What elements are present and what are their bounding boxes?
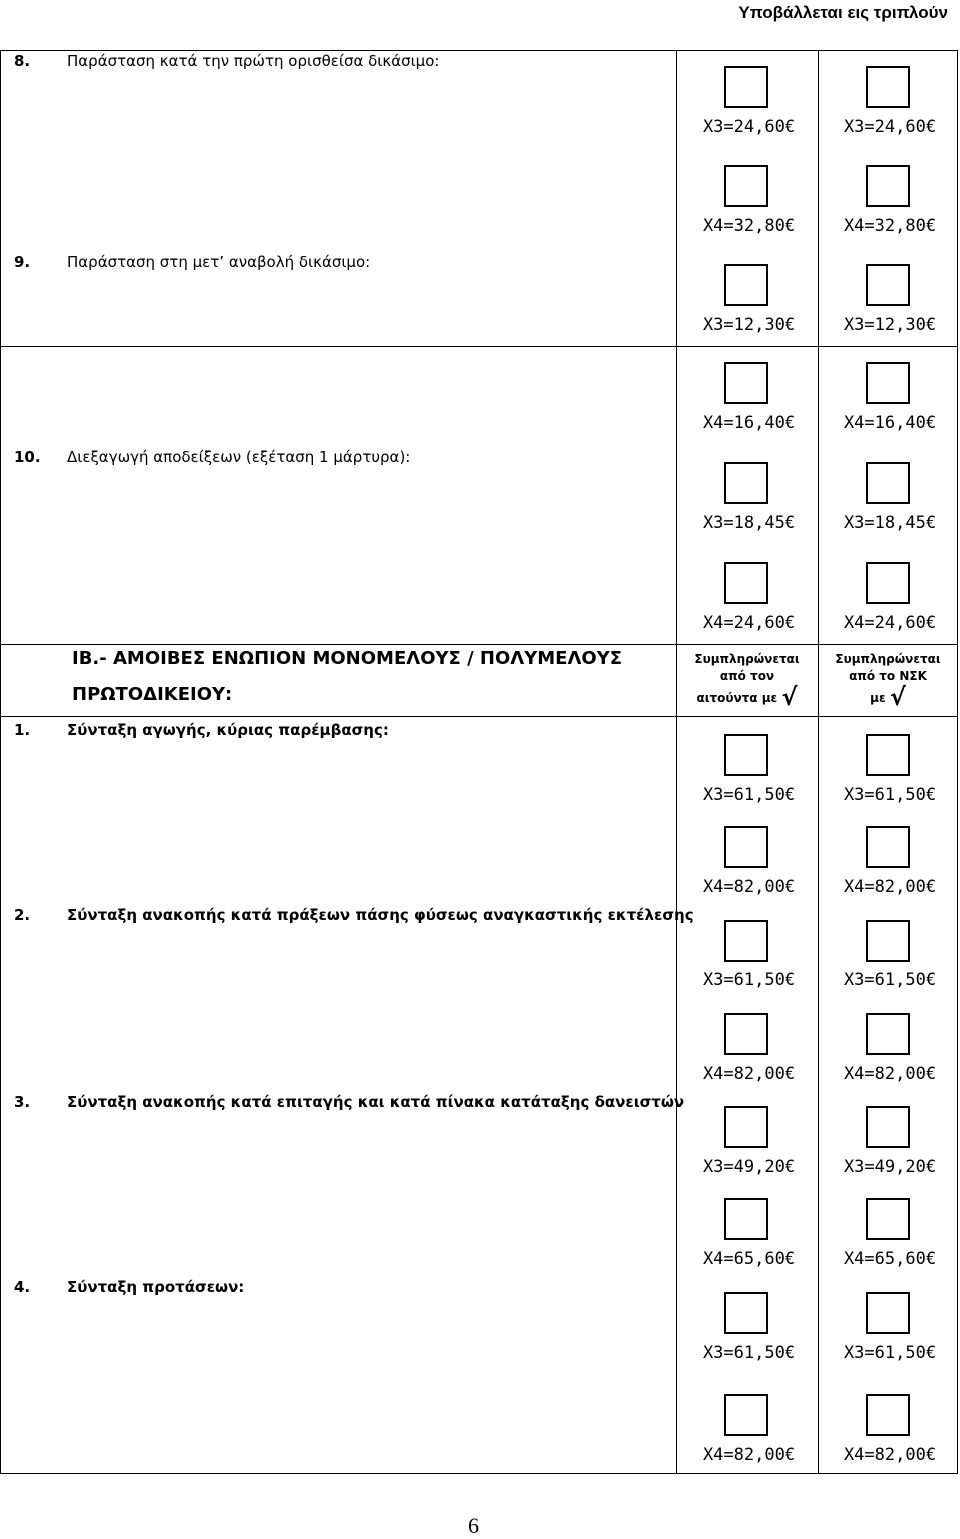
section-title: ΙΒ.- ΑΜΟΙΒΕΣ ΕΝΩΠΙΟΝ ΜΟΝΟΜΕΛΟΥΣ / ΠΟΛΥΜΕΛΟΥΣ: [72, 648, 623, 669]
checkbox-nsk-2-x3[interactable]: [866, 920, 910, 962]
checkbox-applicant-1-x3[interactable]: [724, 734, 768, 776]
amount-label: Χ4=16,40€: [702, 413, 796, 433]
row-label: Σύνταξη προτάσεων:: [67, 1278, 245, 1296]
row-label: Παράσταση κατά την πρώτη ορισθείσα δικάσιμο:: [67, 52, 440, 70]
amount-label: Χ4=82,00€: [843, 877, 937, 897]
row-number: 8.: [14, 52, 31, 70]
row-divider: [0, 346, 958, 347]
row-divider: [0, 644, 958, 645]
checkbox-nsk-3-x4[interactable]: [866, 1198, 910, 1240]
checkbox-nsk-1-x3[interactable]: [866, 734, 910, 776]
checkbox-nsk-4-x4[interactable]: [866, 1394, 910, 1436]
row-number: 2.: [14, 906, 31, 924]
amount-label: Χ3=61,50€: [843, 1343, 937, 1363]
amount-label: Χ4=82,00€: [702, 1445, 796, 1465]
page-number: 6: [468, 1513, 479, 1538]
column-divider-right: [818, 50, 819, 1474]
amount-label: Χ3=49,20€: [843, 1157, 937, 1177]
checkbox-applicant-8-x3[interactable]: [724, 66, 768, 108]
submission-note: Υποβάλλεται εις τριπλούν: [738, 3, 948, 22]
check-mark-icon: √: [889, 683, 906, 711]
row-label: Σύνταξη αγωγής, κύριας παρέμβασης:: [67, 721, 389, 739]
checkbox-nsk-4-x3[interactable]: [866, 1292, 910, 1334]
amount-label: Χ3=61,50€: [702, 970, 796, 990]
amount-label: Χ4=82,00€: [843, 1445, 937, 1465]
row-number: 10.: [14, 448, 41, 466]
checkbox-nsk-3-x3[interactable]: [866, 1106, 910, 1148]
checkbox-applicant-2-x3[interactable]: [724, 920, 768, 962]
amount-label: Χ3=24,60€: [843, 117, 937, 137]
check-mark-icon: √: [781, 683, 798, 711]
checkbox-applicant-3-x4[interactable]: [724, 1198, 768, 1240]
row-divider: [0, 716, 958, 717]
amount-label: Χ4=82,00€: [843, 1064, 937, 1084]
checkbox-nsk-9-x3[interactable]: [866, 264, 910, 306]
amount-label: Χ3=18,45€: [843, 513, 937, 533]
amount-label: Χ4=32,80€: [843, 216, 937, 236]
checkbox-nsk-8-x3[interactable]: [866, 66, 910, 108]
amount-label: Χ3=61,50€: [843, 785, 937, 805]
checkbox-applicant-1-x4[interactable]: [724, 826, 768, 868]
row-label: Σύνταξη ανακοπής κατά πράξεων πάσης φύσεως αναγκαστικής εκτέλεσης: [67, 906, 694, 924]
checkbox-nsk-10-x4[interactable]: [866, 562, 910, 604]
checkbox-applicant-4-x3[interactable]: [724, 1292, 768, 1334]
checkbox-nsk-10-x3[interactable]: [866, 462, 910, 504]
column-divider-left: [676, 50, 677, 1474]
section-title-cont: ΠΡΩΤΟΔΙΚΕΙΟΥ:: [72, 684, 233, 705]
amount-label: Χ3=61,50€: [702, 785, 796, 805]
amount-label: Χ3=61,50€: [702, 1343, 796, 1363]
row-number: 3.: [14, 1093, 31, 1111]
row-number: 9.: [14, 253, 31, 271]
amount-label: Χ3=18,45€: [702, 513, 796, 533]
amount-label: Χ4=82,00€: [702, 877, 796, 897]
checkbox-nsk-1-x4[interactable]: [866, 826, 910, 868]
amount-label: Χ4=24,60€: [702, 613, 796, 633]
checkbox-applicant-4-x4[interactable]: [724, 1394, 768, 1436]
amount-label: Χ4=32,80€: [702, 216, 796, 236]
amount-label: Χ4=65,60€: [702, 1249, 796, 1269]
column-note-nsk: Συμπληρώνεται από το ΝΣΚ με √: [835, 652, 941, 711]
checkbox-applicant-2-x4[interactable]: [724, 1013, 768, 1055]
column-note-applicant: Συμπληρώνεται από τον αιτούντα με √: [694, 652, 800, 711]
row-label: Σύνταξη ανακοπής κατά επιταγής και κατά πίνακα κατάταξης δανειστών: [67, 1093, 685, 1111]
checkbox-applicant-3-x3[interactable]: [724, 1106, 768, 1148]
amount-label: Χ4=16,40€: [843, 413, 937, 433]
amount-label: Χ3=24,60€: [702, 117, 796, 137]
amount-label: Χ3=61,50€: [843, 970, 937, 990]
row-label: Παράσταση στη μετ’ αναβολή δικάσιμο:: [67, 253, 371, 271]
checkbox-applicant-9-x4[interactable]: [724, 362, 768, 404]
checkbox-applicant-9-x3[interactable]: [724, 264, 768, 306]
amount-label: Χ4=24,60€: [843, 613, 937, 633]
checkbox-nsk-2-x4[interactable]: [866, 1013, 910, 1055]
row-number: 1.: [14, 721, 31, 739]
row-label: Διεξαγωγή αποδείξεων (εξέταση 1 μάρτυρα):: [67, 448, 411, 466]
amount-label: Χ3=12,30€: [843, 315, 937, 335]
amount-label: Χ4=65,60€: [843, 1249, 937, 1269]
checkbox-applicant-10-x3[interactable]: [724, 462, 768, 504]
amount-label: Χ3=12,30€: [702, 315, 796, 335]
checkbox-applicant-10-x4[interactable]: [724, 562, 768, 604]
row-number: 4.: [14, 1278, 31, 1296]
amount-label: Χ3=49,20€: [702, 1157, 796, 1177]
checkbox-nsk-8-x4[interactable]: [866, 165, 910, 207]
checkbox-applicant-8-x4[interactable]: [724, 165, 768, 207]
amount-label: Χ4=82,00€: [702, 1064, 796, 1084]
checkbox-nsk-9-x4[interactable]: [866, 362, 910, 404]
